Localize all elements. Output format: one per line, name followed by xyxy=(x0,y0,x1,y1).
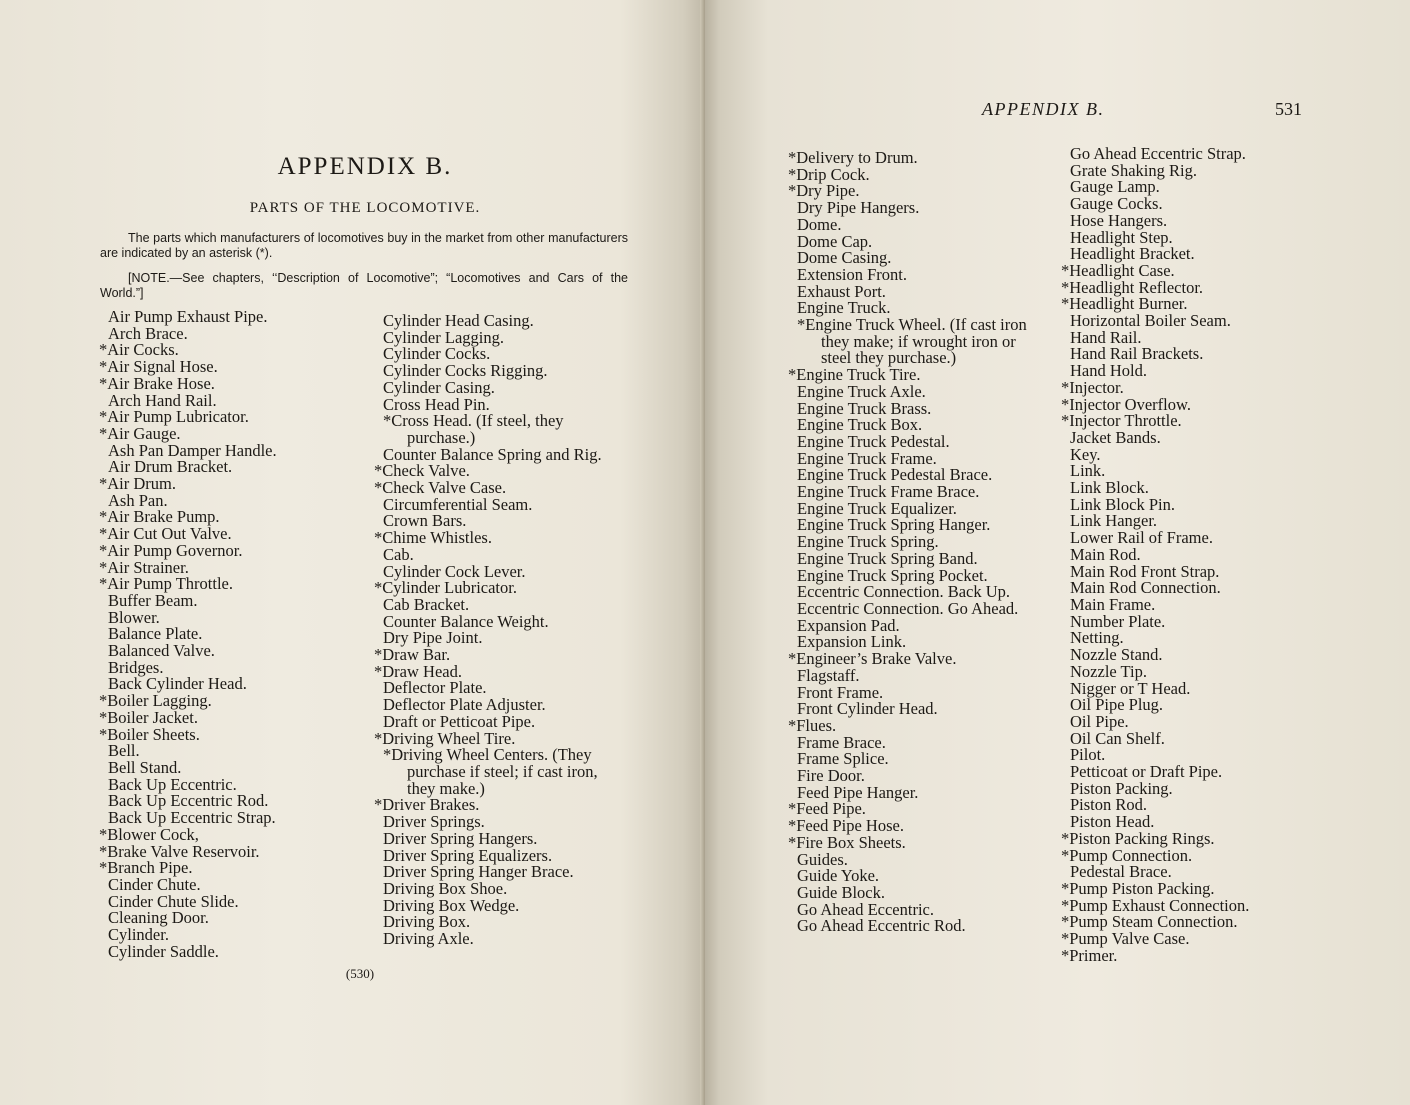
part-item: *Cylinder Lubricator. xyxy=(374,578,517,598)
part-item: Key. xyxy=(1070,444,1101,464)
part-item: Frame Brace. xyxy=(797,732,886,752)
part-item: *Delivery to Drum. xyxy=(788,148,918,167)
part-item: Dome Casing. xyxy=(797,248,892,268)
part-item: Nozzle Tip. xyxy=(1070,661,1148,681)
part-item: Eccentric Connection. Go Ahead. xyxy=(797,598,1019,618)
part-item: Cylinder Casing. xyxy=(383,377,495,397)
part-item: Number Plate. xyxy=(1070,611,1166,631)
part-item: *Air Brake Pump. xyxy=(99,507,220,527)
part-item: Driver Spring Hanger Brace. xyxy=(383,862,574,882)
part-item: Headlight Step. xyxy=(1070,227,1173,247)
part-item: *Injector Overflow. xyxy=(1061,394,1191,414)
part-item: Cylinder Cocks. xyxy=(383,344,491,364)
part-item: Hand Rail Brackets. xyxy=(1070,344,1204,364)
part-item: Gauge Cocks. xyxy=(1070,194,1163,214)
part-item: Driver Springs. xyxy=(383,812,485,832)
part-item: Extension Front. xyxy=(797,264,907,284)
part-item: *Injector Throttle. xyxy=(1061,411,1182,431)
part-item: Flagstaff. xyxy=(797,665,860,685)
part-item: Engine Truck. xyxy=(797,298,891,318)
part-item: Fire Door. xyxy=(797,766,865,786)
part-item: Dome Cap. xyxy=(797,231,873,251)
part-item: Cylinder Lagging. xyxy=(383,327,504,347)
part-item: Bell Stand. xyxy=(108,757,182,777)
section-subtitle: PARTS OF THE LOCOMOTIVE. xyxy=(249,200,481,216)
part-item: Cab Bracket. xyxy=(383,594,470,614)
part-item: Balanced Valve. xyxy=(108,641,215,661)
part-item: Cylinder Cock Lever. xyxy=(383,561,526,581)
part-item: Driving Box Shoe. xyxy=(383,878,508,898)
part-item: Feed Pipe Hanger. xyxy=(797,782,919,802)
part-item: Hose Hangers. xyxy=(1070,210,1168,230)
part-item: Bridges. xyxy=(108,657,164,677)
part-item: Go Ahead Eccentric Rod. xyxy=(797,916,966,936)
part-item: Back Up Eccentric Strap. xyxy=(108,808,276,828)
parts-column-2 xyxy=(374,311,628,949)
part-item: Cylinder Cocks Rigging. xyxy=(383,361,548,381)
part-item: Driver Spring Equalizers. xyxy=(383,845,553,865)
right-page xyxy=(705,0,1410,1105)
part-item: Oil Can Shelf. xyxy=(1070,728,1165,748)
part-item: *Air Brake Hose. xyxy=(99,373,215,393)
part-item: Expansion Link. xyxy=(797,632,907,652)
part-item: Dome. xyxy=(797,214,842,234)
part-item: *Headlight Reflector. xyxy=(1061,277,1204,297)
part-item: *Boiler Jacket. xyxy=(99,707,198,727)
part-item: Pedestal Brace. xyxy=(1070,862,1172,882)
parts-column-4 xyxy=(1061,144,1295,965)
part-item: *Headlight Case. xyxy=(1061,260,1175,280)
part-item: Guides. xyxy=(797,849,848,869)
part-item: Engine Truck Spring. xyxy=(797,532,939,552)
part-item: Netting. xyxy=(1070,628,1124,648)
part-item: Engine Truck Spring Pocket. xyxy=(797,565,988,585)
part-item: *Air Drum. xyxy=(99,474,176,494)
part-item: *Air Signal Hose. xyxy=(99,357,218,377)
part-item: Nozzle Stand. xyxy=(1070,645,1163,665)
part-item: *Primer. xyxy=(1061,945,1118,965)
part-item: *Pump Steam Connection. xyxy=(1061,912,1238,932)
part-item: *Driving Wheel Centers. (They purchase if steel; if cast iron, they make.) xyxy=(383,745,598,798)
part-item: Balance Plate. xyxy=(108,624,203,644)
part-item: *Piston Packing Rings. xyxy=(1061,828,1215,848)
part-item: Eccentric Connection. Back Up. xyxy=(797,582,1011,602)
part-item: *Check Valve Case. xyxy=(374,478,507,498)
part-item: Deflector Plate. xyxy=(383,678,487,698)
part-item: Piston Rod. xyxy=(1070,795,1148,815)
part-item: Main Frame. xyxy=(1070,594,1156,614)
part-item: Ash Pan Damper Handle. xyxy=(108,440,277,460)
part-item: Engine Truck Brass. xyxy=(797,398,932,418)
part-item: *Air Pump Lubricator. xyxy=(99,407,249,427)
part-item: Guide Yoke. xyxy=(797,866,880,886)
part-item: Oil Pipe Plug. xyxy=(1070,695,1164,715)
part-item: Dry Pipe Joint. xyxy=(383,628,483,648)
part-item: Nigger or T Head. xyxy=(1070,678,1191,698)
part-item: *Pump Piston Packing. xyxy=(1061,878,1215,898)
part-item: Driver Spring Hangers. xyxy=(383,828,538,848)
part-item: Buffer Beam. xyxy=(108,590,198,610)
part-item: *Feed Pipe. xyxy=(788,799,866,819)
part-item: *Engine Truck Tire. xyxy=(788,365,921,385)
part-item: *Chime Whistles. xyxy=(374,528,492,548)
part-item: Cylinder Head Casing. xyxy=(383,311,534,330)
part-item: Driving Box. xyxy=(383,912,471,932)
part-item: Cab. xyxy=(383,544,414,564)
part-item: *Air Pump Governor. xyxy=(99,540,243,560)
part-item: *Draw Head. xyxy=(374,661,462,681)
part-item: Link. xyxy=(1070,461,1106,481)
part-item: *Check Valve. xyxy=(374,461,470,481)
part-item: Cleaning Door. xyxy=(108,908,209,928)
part-item: *Cross Head. (If steel, they purchase.) xyxy=(383,411,564,447)
part-item: Piston Packing. xyxy=(1070,778,1173,798)
part-item: Expansion Pad. xyxy=(797,615,900,635)
part-item: Blower. xyxy=(108,607,160,627)
part-item: Arch Brace. xyxy=(108,323,188,343)
part-item: Cylinder Saddle. xyxy=(108,941,219,961)
part-item: Driving Axle. xyxy=(383,929,474,949)
part-item: Draft or Petticoat Pipe. xyxy=(383,711,536,731)
part-item: *Feed Pipe Hose. xyxy=(788,816,904,836)
part-item: Petticoat or Draft Pipe. xyxy=(1070,762,1223,782)
page-number: 531 xyxy=(1275,99,1302,119)
part-item: Engine Truck Equalizer. xyxy=(797,498,957,518)
part-item: *Air Cocks. xyxy=(99,340,179,360)
part-item: Deflector Plate Adjuster. xyxy=(383,695,546,715)
part-item: Link Block Pin. xyxy=(1070,494,1175,514)
part-item: *Boiler Sheets. xyxy=(99,724,200,744)
part-item: Driving Box Wedge. xyxy=(383,895,520,915)
part-item: Hand Hold. xyxy=(1070,361,1147,381)
part-item: Engine Truck Spring Band. xyxy=(797,548,978,568)
part-item: *Pump Exhaust Connection. xyxy=(1061,895,1250,915)
part-item: Headlight Bracket. xyxy=(1070,244,1195,264)
part-item: Piston Head. xyxy=(1070,812,1155,832)
chapter-note: [NOTE.—See chapters, ‘‘Description of Locomotive”; “Locomotives and Cars of the World.”] xyxy=(100,271,628,300)
part-item: *Blower Cock, xyxy=(99,824,199,844)
part-item: Exhaust Port. xyxy=(797,281,886,301)
part-item: Gauge Lamp. xyxy=(1070,177,1160,197)
part-item: Cinder Chute. xyxy=(108,874,201,894)
part-item: Grate Shaking Rig. xyxy=(1070,160,1197,180)
parts-column-1 xyxy=(99,307,363,961)
part-item: Link Block. xyxy=(1070,478,1149,498)
part-item: Main Rod Connection. xyxy=(1070,578,1221,598)
part-item: *Driver Brakes. xyxy=(374,795,480,815)
part-item: Engine Truck Pedestal. xyxy=(797,431,950,451)
parts-column-3 xyxy=(788,148,1042,936)
part-item: Go Ahead Eccentric Strap. xyxy=(1070,144,1246,163)
part-item: Dry Pipe Hangers. xyxy=(797,198,920,218)
part-item: *Air Gauge. xyxy=(99,423,181,443)
part-item: Oil Pipe. xyxy=(1070,711,1129,731)
part-item: *Engine Truck Wheel. (If cast iron they make; if wrought iron or steel they purchase.) xyxy=(797,315,1027,368)
part-item: Jacket Bands. xyxy=(1070,427,1161,447)
part-item: Engine Truck Spring Hanger. xyxy=(797,515,991,535)
part-item: Pilot. xyxy=(1070,745,1106,765)
part-item: Back Cylinder Head. xyxy=(108,674,247,694)
part-item: Cinder Chute Slide. xyxy=(108,891,239,911)
part-item: Main Rod. xyxy=(1070,544,1141,564)
part-item: Engine Truck Frame. xyxy=(797,448,937,468)
part-item: Frame Splice. xyxy=(797,749,889,769)
part-item: Cross Head Pin. xyxy=(383,394,490,414)
part-item: Horizontal Boiler Seam. xyxy=(1070,311,1231,331)
part-item: *Engineer’s Brake Valve. xyxy=(788,649,957,669)
part-item: Crown Bars. xyxy=(383,511,467,531)
part-item: *Air Cut Out Valve. xyxy=(99,524,232,544)
part-item: Back Up Eccentric Rod. xyxy=(108,791,269,811)
part-item: *Drip Cock. xyxy=(788,164,870,184)
part-item: Go Ahead Eccentric. xyxy=(797,899,934,919)
part-item: Engine Truck Axle. xyxy=(797,381,926,401)
part-item: *Branch Pipe. xyxy=(99,858,193,878)
part-item: Front Frame. xyxy=(797,682,884,702)
part-item: Guide Block. xyxy=(797,882,885,902)
part-item: *Boiler Lagging. xyxy=(99,691,212,711)
part-item: Circumferential Seam. xyxy=(383,494,533,514)
part-item: *Air Pump Throttle. xyxy=(99,574,233,594)
part-item: Engine Truck Pedestal Brace. xyxy=(797,465,993,485)
part-item: Counter Balance Weight. xyxy=(383,611,549,631)
part-item: Air Pump Exhaust Pipe. xyxy=(108,307,268,326)
part-item: Arch Hand Rail. xyxy=(108,390,217,410)
part-item: Back Up Eccentric. xyxy=(108,774,237,794)
part-item: Link Hanger. xyxy=(1070,511,1158,531)
part-item: *Brake Valve Reservoir. xyxy=(99,841,260,861)
part-item: *Driving Wheel Tire. xyxy=(374,728,516,748)
part-item: Hand Rail. xyxy=(1070,327,1142,347)
part-item: Main Rod Front Strap. xyxy=(1070,561,1220,581)
running-head: APPENDIX B. xyxy=(982,99,1105,119)
part-item: Lower Rail of Frame. xyxy=(1070,528,1213,548)
part-item: Ash Pan. xyxy=(108,490,168,510)
part-item: Bell. xyxy=(108,741,140,761)
part-item: *Air Strainer. xyxy=(99,557,189,577)
part-item: *Pump Valve Case. xyxy=(1061,929,1190,949)
intro-paragraph: The parts which manufacturers of locomotives buy in the market from other manufacturers are indicated by an asterisk (*). xyxy=(100,231,628,260)
part-item: Engine Truck Frame Brace. xyxy=(797,482,980,502)
part-item: *Headlight Burner. xyxy=(1061,294,1188,314)
part-item: Counter Balance Spring and Rig. xyxy=(383,444,602,464)
part-item: *Pump Connection. xyxy=(1061,845,1193,865)
part-item: Front Cylinder Head. xyxy=(797,699,938,719)
part-item: Air Drum Bracket. xyxy=(108,457,233,477)
part-item: *Dry Pipe. xyxy=(788,181,860,201)
part-item: Engine Truck Box. xyxy=(797,415,923,435)
appendix-title: APPENDIX B. xyxy=(277,153,453,180)
part-item: Cylinder. xyxy=(108,925,169,945)
part-item: *Flues. xyxy=(788,715,837,735)
page-folio: (530) xyxy=(345,966,375,981)
part-item: *Draw Bar. xyxy=(374,645,451,665)
part-item: *Injector. xyxy=(1061,377,1124,397)
part-item: *Fire Box Sheets. xyxy=(788,832,906,852)
